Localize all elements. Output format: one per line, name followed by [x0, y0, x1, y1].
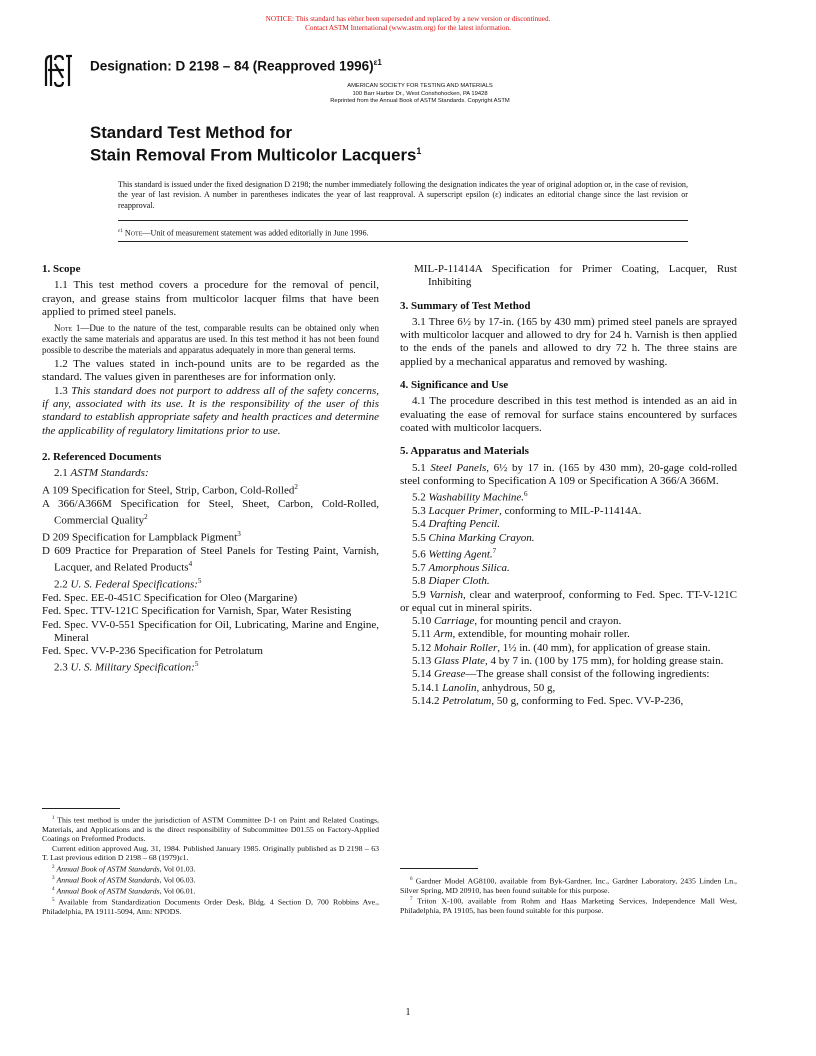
- left-column: [42, 263, 379, 675]
- right-footnotes: [400, 875, 737, 916]
- astm-logo-icon: [42, 52, 76, 92]
- footnote-divider: [400, 868, 478, 869]
- footnote-divider: [42, 808, 120, 809]
- reference-item: A 366/A366M Specification for Steel, Sheet, Carbon, Cold-Rolled, Commercial Quality$^2$: [42, 497, 379, 527]
- paragraph: 5.14.2 Petrolatum, 50 g, conforming to Fed. Spec. VV-P-236,: [412, 694, 684, 707]
- divider: [118, 241, 688, 242]
- paragraph: 5.10 Carriage, for mounting pencil and crayon.: [412, 615, 622, 628]
- paragraph: 5.4 Drafting Pencil.: [412, 518, 500, 531]
- society-address: 100 Barr Harbor Dr., West Conshohocken, PA 19428: [352, 90, 488, 97]
- reference-item: Fed. Spec. VV-0-551 Specification for Oil, Lubricating, Marine and Engine, Mineral: [42, 618, 379, 644]
- epsilon-note: $^{\varepsilon 1}$ Note—Unit of measurement statement was added editorially in June 1996.: [118, 228, 369, 238]
- paragraph: 2.1 ASTM Standards:: [54, 467, 149, 480]
- footnote: $^6$ Gardner Model AG8100, available from Byk-Gardner, Inc., Gardner Laboratory, 2435 Linden Ln., Silver Spring, MD 20910, has been found suitable for this purpose.: [400, 876, 737, 895]
- society-name: AMERICAN SOCIETY FOR TESTING AND MATERIALS: [347, 83, 493, 89]
- paragraph: 5.2 Washability Machine.$^6$: [412, 490, 528, 504]
- reference-item: Fed. Spec. EE-0-451C Specification for Oleo (Margarine): [42, 591, 298, 604]
- footnote: $^1$ This test method is under the jurisdiction of ASTM Committee D-1 on Paint and Related Coatings, Materials, and Applications and is the direct responsibility of Subcommittee D01.55 on Factory-Applied Coatings on Preformed Products.: [42, 815, 379, 844]
- section-heading: 4. Significance and Use: [400, 379, 509, 392]
- page-number: 1: [405, 1007, 411, 1018]
- reference-item: D 209 Specification for Lampblack Pigment$^3$: [42, 529, 241, 544]
- notice-line-1: NOTICE: This standard has either been superseded and replaced by a new version or discontinued.: [265, 15, 551, 23]
- society-block: [250, 83, 590, 106]
- section-heading: 3. Summary of Test Method: [400, 299, 531, 312]
- paragraph: 5.8 Diaper Cloth.: [412, 575, 490, 588]
- footnote: $^4$ Annual Book of ASTM Standards, Vol 06.01.: [52, 885, 196, 896]
- paragraph: 5.7 Amorphous Silica.: [412, 561, 510, 574]
- paragraph: 1.2 The values stated in inch-pound units are to be regarded as the standard. The values given in parentheses are for information only.: [42, 358, 379, 384]
- section-heading: 1. Scope: [42, 263, 81, 275]
- paragraph: 5.1 Steel Panels, 6½ by 17 in. (165 by 430 mm), 20-gage cold-rolled steel conforming to Specification A 109 or Specification A 366/A 366M.: [400, 461, 737, 487]
- right-column: [400, 263, 737, 708]
- reference-item: A 109 Specification for Steel, Strip, Carbon, Cold-Rolled$^2$: [42, 482, 298, 497]
- footnote: $^7$ Triton X-100, available from Rohm and Haas Marketing Services, Independence Mall West, Philadelphia, PA 19105, has been found suitable for this purpose.: [400, 896, 737, 916]
- designation: Designation: D 2198 – 84 (Reapproved 1996)$^{\varepsilon 1}$: [90, 58, 382, 74]
- paragraph: 5.9 Varnish, clear and waterproof, conforming to Fed. Spec. TT-V-121C or equal cut in mineral spirits.: [400, 588, 737, 614]
- reference-item: Fed. Spec. TTV-121C Specification for Varnish, Spar, Water Resisting: [42, 605, 352, 618]
- paragraph: 4.1 The procedure described in this test method is intended as an aid in evaluating the ease of removal for surface stains encountered by surfaces coated with multicolor lacquers.: [400, 395, 737, 434]
- paragraph: 5.6 Wetting Agent.$^7$: [412, 547, 497, 561]
- section-heading: 5. Apparatus and Materials: [400, 445, 529, 458]
- paragraph: 5.5 China Marking Crayon.: [412, 531, 535, 544]
- reference-item: D 609 Practice for Preparation of Steel Panels for Testing Paint, Varnish, Lacquer, and Related Products$^4$: [42, 544, 379, 574]
- footnote: $^3$ Annual Book of ASTM Standards, Vol 06.03.: [52, 874, 196, 885]
- footnote: $^5$ Available from Standardization Documents Order Desk, Bldg. 4 Section D, 700 Robbins Ave., Philadelphia, PA 19111-5094, Attn: NPODS.: [42, 896, 379, 916]
- paragraph: 5.12 Mohair Roller, 1½ in. (40 mm), for application of grease stain.: [412, 641, 711, 654]
- paragraph: 2.3 U. S. Military Specification:$^5$: [54, 660, 199, 675]
- paragraph: 5.13 Glass Plate, 4 by 7 in. (100 by 175 mm), for holding grease stain.: [412, 655, 724, 668]
- section-heading: 2. Referenced Documents: [42, 450, 162, 463]
- paragraph: 1.3 This standard does not purport to address all of the safety concerns, if any, associated with its use. It is the responsibility of the user of this standard to establish appropriate safety and health practices and determine the applicability of regulatory limitations prior to use.: [42, 384, 380, 437]
- document-title: Standard Test Method for Stain Removal From Multicolor Lacquers$^1$: [90, 123, 422, 165]
- paragraph: 5.11 Arm, extendible, for mounting mohair roller.: [412, 628, 630, 641]
- footnote: Current edition approved Aug. 31, 1984. Published January 1985. Originally published as D 2198 – 63 T. Last previous edition D 2198 – 68 (1979)ε1.: [42, 843, 379, 863]
- paragraph: 3.1 Three 6½ by 17-in. (165 by 430 mm) primed steel panels are sprayed with multicolor lacquer and allowed to dry for 24 h. Varnish is then applied to the ends of the panels and allowed to dry 72 h. The three stains are applied by a mechanical apparatus and removed by washing.: [400, 315, 737, 368]
- notice-line-2: Contact ASTM International (www.astm.org) for the latest information.: [305, 24, 511, 32]
- footnote: $^2$ Annual Book of ASTM Standards, Vol 01.03.: [52, 863, 196, 874]
- note: Note 1—Due to the nature of the test, comparable results can be obtained only when exactly the same materials and apparatus are used. In this test method it has not been found possible to describe the materials and apparatus adequately in more than general terms.: [42, 323, 379, 356]
- paragraph: 2.2 U. S. Federal Specifications:$^5$: [54, 576, 202, 591]
- reference-item: MIL-P-11414A Specification for Primer Coating, Lacquer, Rust Inhibiting: [414, 263, 737, 289]
- paragraph: 5.14.1 Lanolin, anhydrous, 50 g,: [412, 681, 556, 694]
- left-footnotes: [42, 814, 379, 916]
- intro-paragraph: This standard is issued under the fixed designation D 2198; the number immediately following the designation indicates the year of original adoption or, in the case of revision, the year of last revision. A number in parentheses indicates the year of last reapproval. A superscript epsilon (ε) indicates an editorial change since the last revision or reapproval.: [118, 180, 688, 210]
- reprint-line: Reprinted from the Annual Book of ASTM Standards. Copyright ASTM: [330, 98, 510, 104]
- paragraph: 5.3 Lacquer Primer, conforming to MIL-P-11414A.: [412, 505, 642, 518]
- divider: [118, 220, 688, 221]
- supersede-notice: [0, 15, 816, 33]
- paragraph: 1.1 This test method covers a procedure for the removal of pencil, crayon, and grease stains from multicolor lacquer films that have been applied to primed steel panels.: [42, 279, 379, 318]
- paragraph: 5.14 Grease—The grease shall consist of the following ingredients:: [412, 668, 710, 681]
- reference-item: Fed. Spec. VV-P-236 Specification for Petrolatum: [42, 645, 263, 658]
